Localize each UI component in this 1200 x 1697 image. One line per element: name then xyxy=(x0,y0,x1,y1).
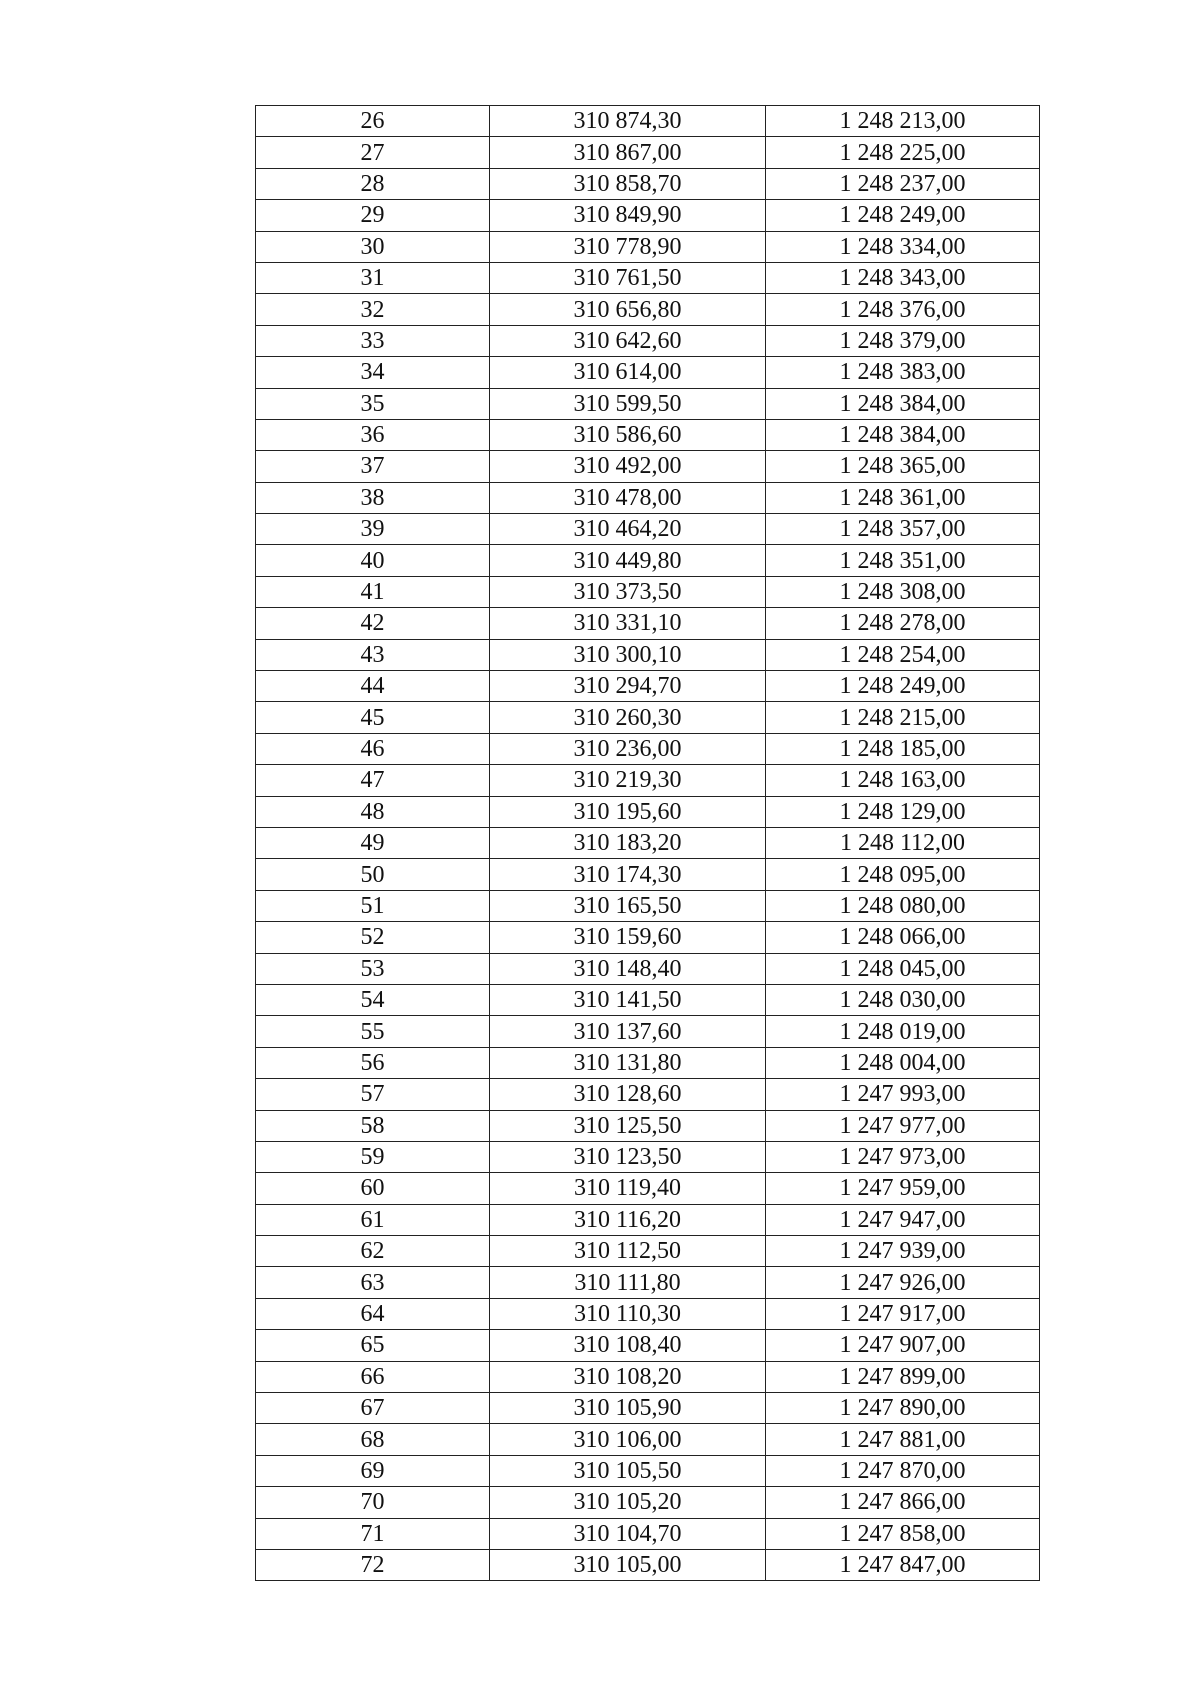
y-coordinate-cell: 1 248 030,00 xyxy=(766,984,1040,1015)
y-coordinate-cell: 1 248 383,00 xyxy=(766,357,1040,388)
table-row xyxy=(256,953,1040,984)
x-coordinate-cell: 310 464,20 xyxy=(490,514,766,545)
x-coordinate-cell: 310 105,00 xyxy=(490,1549,766,1580)
y-coordinate-cell: 1 248 249,00 xyxy=(766,200,1040,231)
x-coordinate-cell: 310 119,40 xyxy=(490,1173,766,1204)
point-number-cell: 33 xyxy=(256,325,490,356)
y-coordinate-cell: 1 247 858,00 xyxy=(766,1518,1040,1549)
table-row xyxy=(256,325,1040,356)
point-number-cell: 36 xyxy=(256,419,490,450)
table-row xyxy=(256,1173,1040,1204)
point-number-cell: 53 xyxy=(256,953,490,984)
x-coordinate-cell: 310 105,50 xyxy=(490,1455,766,1486)
point-number-cell: 30 xyxy=(256,231,490,262)
table-row xyxy=(256,671,1040,702)
y-coordinate-cell: 1 248 351,00 xyxy=(766,545,1040,576)
table-row xyxy=(256,702,1040,733)
y-coordinate-cell: 1 247 993,00 xyxy=(766,1079,1040,1110)
table-row xyxy=(256,796,1040,827)
x-coordinate-cell: 310 104,70 xyxy=(490,1518,766,1549)
y-coordinate-cell: 1 248 080,00 xyxy=(766,890,1040,921)
point-number-cell: 57 xyxy=(256,1079,490,1110)
point-number-cell: 42 xyxy=(256,608,490,639)
table-row xyxy=(256,545,1040,576)
x-coordinate-cell: 310 642,60 xyxy=(490,325,766,356)
y-coordinate-cell: 1 247 847,00 xyxy=(766,1549,1040,1580)
x-coordinate-cell: 310 111,80 xyxy=(490,1267,766,1298)
y-coordinate-cell: 1 248 376,00 xyxy=(766,294,1040,325)
y-coordinate-cell: 1 247 926,00 xyxy=(766,1267,1040,1298)
point-number-cell: 41 xyxy=(256,576,490,607)
point-number-cell: 69 xyxy=(256,1455,490,1486)
point-number-cell: 56 xyxy=(256,1047,490,1078)
y-coordinate-cell: 1 248 225,00 xyxy=(766,137,1040,168)
x-coordinate-cell: 310 108,40 xyxy=(490,1330,766,1361)
point-number-cell: 50 xyxy=(256,859,490,890)
y-coordinate-cell: 1 247 917,00 xyxy=(766,1298,1040,1329)
coordinates-table xyxy=(255,105,1040,1581)
point-number-cell: 46 xyxy=(256,733,490,764)
x-coordinate-cell: 310 105,20 xyxy=(490,1487,766,1518)
table-row xyxy=(256,231,1040,262)
table-row xyxy=(256,1204,1040,1235)
point-number-cell: 54 xyxy=(256,984,490,1015)
table-row xyxy=(256,1549,1040,1580)
point-number-cell: 60 xyxy=(256,1173,490,1204)
point-number-cell: 66 xyxy=(256,1361,490,1392)
x-coordinate-cell: 310 195,60 xyxy=(490,796,766,827)
table-row xyxy=(256,984,1040,1015)
table-row xyxy=(256,608,1040,639)
y-coordinate-cell: 1 248 384,00 xyxy=(766,419,1040,450)
table-row xyxy=(256,859,1040,890)
x-coordinate-cell: 310 159,60 xyxy=(490,922,766,953)
x-coordinate-cell: 310 761,50 xyxy=(490,262,766,293)
point-number-cell: 61 xyxy=(256,1204,490,1235)
x-coordinate-cell: 310 174,30 xyxy=(490,859,766,890)
table-row xyxy=(256,1141,1040,1172)
y-coordinate-cell: 1 247 973,00 xyxy=(766,1141,1040,1172)
point-number-cell: 72 xyxy=(256,1549,490,1580)
point-number-cell: 34 xyxy=(256,357,490,388)
x-coordinate-cell: 310 586,60 xyxy=(490,419,766,450)
y-coordinate-cell: 1 247 870,00 xyxy=(766,1455,1040,1486)
point-number-cell: 64 xyxy=(256,1298,490,1329)
x-coordinate-cell: 310 110,30 xyxy=(490,1298,766,1329)
table-row xyxy=(256,514,1040,545)
table-row xyxy=(256,1047,1040,1078)
table-row xyxy=(256,1110,1040,1141)
coordinates-table-body xyxy=(256,106,1040,1581)
table-row xyxy=(256,137,1040,168)
x-coordinate-cell: 310 656,80 xyxy=(490,294,766,325)
point-number-cell: 63 xyxy=(256,1267,490,1298)
y-coordinate-cell: 1 248 249,00 xyxy=(766,671,1040,702)
x-coordinate-cell: 310 331,10 xyxy=(490,608,766,639)
x-coordinate-cell: 310 148,40 xyxy=(490,953,766,984)
point-number-cell: 59 xyxy=(256,1141,490,1172)
table-row xyxy=(256,357,1040,388)
point-number-cell: 52 xyxy=(256,922,490,953)
table-row xyxy=(256,388,1040,419)
point-number-cell: 43 xyxy=(256,639,490,670)
x-coordinate-cell: 310 778,90 xyxy=(490,231,766,262)
x-coordinate-cell: 310 599,50 xyxy=(490,388,766,419)
table-row xyxy=(256,1361,1040,1392)
y-coordinate-cell: 1 248 334,00 xyxy=(766,231,1040,262)
y-coordinate-cell: 1 247 881,00 xyxy=(766,1424,1040,1455)
x-coordinate-cell: 310 105,90 xyxy=(490,1393,766,1424)
y-coordinate-cell: 1 248 004,00 xyxy=(766,1047,1040,1078)
y-coordinate-cell: 1 248 112,00 xyxy=(766,827,1040,858)
x-coordinate-cell: 310 128,60 xyxy=(490,1079,766,1110)
table-row xyxy=(256,1298,1040,1329)
x-coordinate-cell: 310 478,00 xyxy=(490,482,766,513)
table-row xyxy=(256,1455,1040,1486)
y-coordinate-cell: 1 248 185,00 xyxy=(766,733,1040,764)
y-coordinate-cell: 1 247 907,00 xyxy=(766,1330,1040,1361)
x-coordinate-cell: 310 125,50 xyxy=(490,1110,766,1141)
y-coordinate-cell: 1 248 308,00 xyxy=(766,576,1040,607)
x-coordinate-cell: 310 294,70 xyxy=(490,671,766,702)
y-coordinate-cell: 1 248 066,00 xyxy=(766,922,1040,953)
point-number-cell: 51 xyxy=(256,890,490,921)
x-coordinate-cell: 310 236,00 xyxy=(490,733,766,764)
y-coordinate-cell: 1 248 045,00 xyxy=(766,953,1040,984)
table-row xyxy=(256,1330,1040,1361)
y-coordinate-cell: 1 248 278,00 xyxy=(766,608,1040,639)
table-row xyxy=(256,200,1040,231)
point-number-cell: 45 xyxy=(256,702,490,733)
point-number-cell: 29 xyxy=(256,200,490,231)
y-coordinate-cell: 1 248 019,00 xyxy=(766,1016,1040,1047)
table-row xyxy=(256,1518,1040,1549)
point-number-cell: 70 xyxy=(256,1487,490,1518)
point-number-cell: 67 xyxy=(256,1393,490,1424)
y-coordinate-cell: 1 248 343,00 xyxy=(766,262,1040,293)
table-row xyxy=(256,419,1040,450)
x-coordinate-cell: 310 867,00 xyxy=(490,137,766,168)
point-number-cell: 48 xyxy=(256,796,490,827)
point-number-cell: 55 xyxy=(256,1016,490,1047)
point-number-cell: 27 xyxy=(256,137,490,168)
point-number-cell: 28 xyxy=(256,168,490,199)
point-number-cell: 58 xyxy=(256,1110,490,1141)
table-row xyxy=(256,890,1040,921)
table-row xyxy=(256,639,1040,670)
x-coordinate-cell: 310 116,20 xyxy=(490,1204,766,1235)
y-coordinate-cell: 1 247 890,00 xyxy=(766,1393,1040,1424)
x-coordinate-cell: 310 219,30 xyxy=(490,765,766,796)
point-number-cell: 35 xyxy=(256,388,490,419)
point-number-cell: 38 xyxy=(256,482,490,513)
x-coordinate-cell: 310 260,30 xyxy=(490,702,766,733)
y-coordinate-cell: 1 247 939,00 xyxy=(766,1236,1040,1267)
x-coordinate-cell: 310 165,50 xyxy=(490,890,766,921)
x-coordinate-cell: 310 874,30 xyxy=(490,106,766,137)
x-coordinate-cell: 310 614,00 xyxy=(490,357,766,388)
y-coordinate-cell: 1 248 357,00 xyxy=(766,514,1040,545)
table-row xyxy=(256,168,1040,199)
y-coordinate-cell: 1 247 977,00 xyxy=(766,1110,1040,1141)
table-row xyxy=(256,1487,1040,1518)
point-number-cell: 39 xyxy=(256,514,490,545)
point-number-cell: 62 xyxy=(256,1236,490,1267)
table-row xyxy=(256,482,1040,513)
x-coordinate-cell: 310 137,60 xyxy=(490,1016,766,1047)
table-row xyxy=(256,262,1040,293)
point-number-cell: 37 xyxy=(256,451,490,482)
y-coordinate-cell: 1 248 384,00 xyxy=(766,388,1040,419)
x-coordinate-cell: 310 112,50 xyxy=(490,1236,766,1267)
y-coordinate-cell: 1 248 213,00 xyxy=(766,106,1040,137)
point-number-cell: 40 xyxy=(256,545,490,576)
x-coordinate-cell: 310 858,70 xyxy=(490,168,766,199)
table-row xyxy=(256,765,1040,796)
table-row xyxy=(256,106,1040,137)
y-coordinate-cell: 1 248 254,00 xyxy=(766,639,1040,670)
x-coordinate-cell: 310 131,80 xyxy=(490,1047,766,1078)
x-coordinate-cell: 310 449,80 xyxy=(490,545,766,576)
point-number-cell: 65 xyxy=(256,1330,490,1361)
x-coordinate-cell: 310 106,00 xyxy=(490,1424,766,1455)
y-coordinate-cell: 1 247 947,00 xyxy=(766,1204,1040,1235)
point-number-cell: 31 xyxy=(256,262,490,293)
y-coordinate-cell: 1 247 959,00 xyxy=(766,1173,1040,1204)
table-row xyxy=(256,1424,1040,1455)
y-coordinate-cell: 1 248 365,00 xyxy=(766,451,1040,482)
table-row xyxy=(256,1393,1040,1424)
point-number-cell: 68 xyxy=(256,1424,490,1455)
table-row xyxy=(256,1016,1040,1047)
x-coordinate-cell: 310 300,10 xyxy=(490,639,766,670)
y-coordinate-cell: 1 247 866,00 xyxy=(766,1487,1040,1518)
y-coordinate-cell: 1 248 163,00 xyxy=(766,765,1040,796)
table-row xyxy=(256,733,1040,764)
table-row xyxy=(256,576,1040,607)
table-row xyxy=(256,294,1040,325)
x-coordinate-cell: 310 141,50 xyxy=(490,984,766,1015)
table-row xyxy=(256,1079,1040,1110)
point-number-cell: 44 xyxy=(256,671,490,702)
x-coordinate-cell: 310 492,00 xyxy=(490,451,766,482)
table-row xyxy=(256,922,1040,953)
table-row xyxy=(256,1236,1040,1267)
table-row xyxy=(256,451,1040,482)
point-number-cell: 26 xyxy=(256,106,490,137)
point-number-cell: 47 xyxy=(256,765,490,796)
y-coordinate-cell: 1 248 095,00 xyxy=(766,859,1040,890)
point-number-cell: 71 xyxy=(256,1518,490,1549)
y-coordinate-cell: 1 247 899,00 xyxy=(766,1361,1040,1392)
table-row xyxy=(256,1267,1040,1298)
y-coordinate-cell: 1 248 215,00 xyxy=(766,702,1040,733)
y-coordinate-cell: 1 248 379,00 xyxy=(766,325,1040,356)
point-number-cell: 49 xyxy=(256,827,490,858)
x-coordinate-cell: 310 849,90 xyxy=(490,200,766,231)
y-coordinate-cell: 1 248 361,00 xyxy=(766,482,1040,513)
x-coordinate-cell: 310 123,50 xyxy=(490,1141,766,1172)
y-coordinate-cell: 1 248 237,00 xyxy=(766,168,1040,199)
point-number-cell: 32 xyxy=(256,294,490,325)
table-row xyxy=(256,827,1040,858)
y-coordinate-cell: 1 248 129,00 xyxy=(766,796,1040,827)
x-coordinate-cell: 310 108,20 xyxy=(490,1361,766,1392)
x-coordinate-cell: 310 183,20 xyxy=(490,827,766,858)
x-coordinate-cell: 310 373,50 xyxy=(490,576,766,607)
